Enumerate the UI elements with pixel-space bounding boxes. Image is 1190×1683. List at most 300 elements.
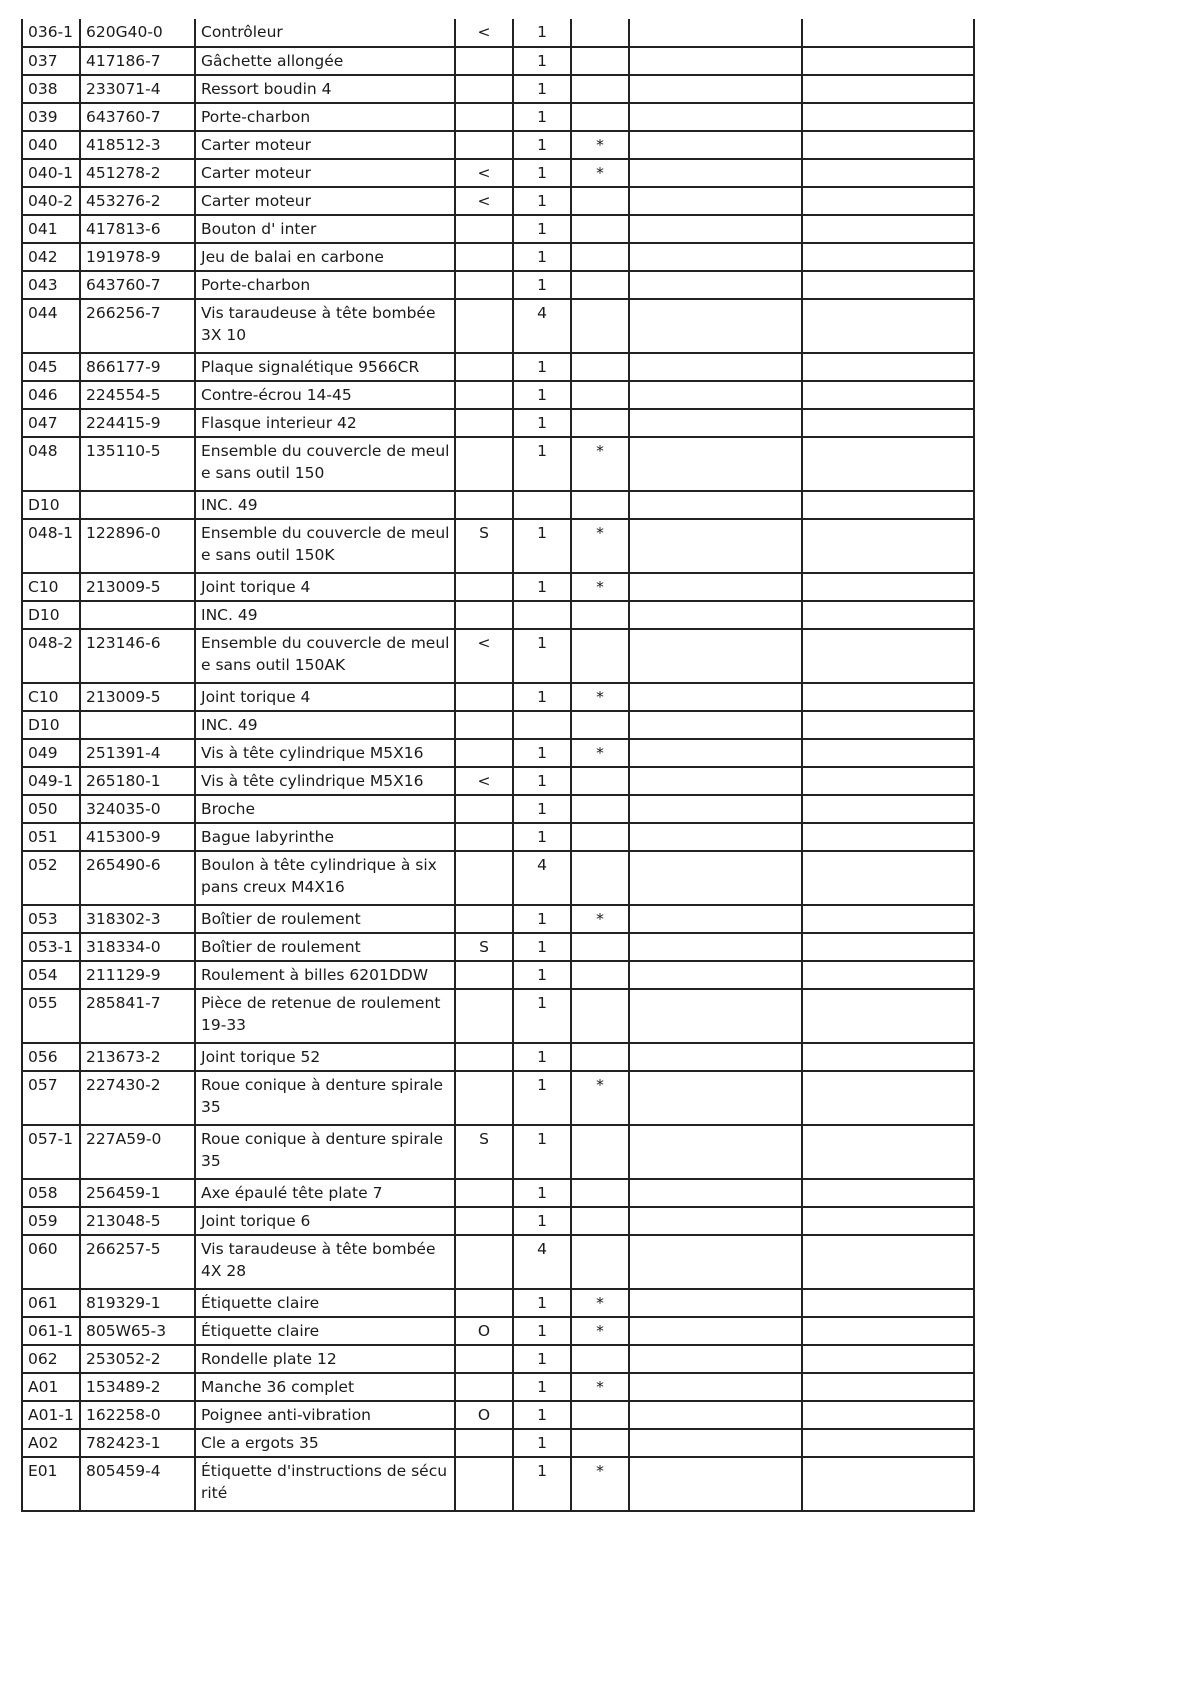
quantity-cell: 1 bbox=[513, 1125, 571, 1179]
quantity-cell: 1 bbox=[513, 409, 571, 437]
item-number-cell: C10 bbox=[22, 573, 80, 601]
mark-cell bbox=[571, 75, 629, 103]
flag-cell bbox=[455, 711, 513, 739]
blank-cell-a bbox=[629, 1125, 802, 1179]
flag-cell bbox=[455, 851, 513, 905]
blank-cell-b bbox=[802, 1429, 974, 1457]
description-cell: Roulement à billes 6201DDW bbox=[195, 961, 455, 989]
mark-cell: * bbox=[571, 739, 629, 767]
blank-cell-b bbox=[802, 519, 974, 573]
item-number-cell: 040-1 bbox=[22, 159, 80, 187]
mark-cell bbox=[571, 1345, 629, 1373]
blank-cell-b bbox=[802, 1207, 974, 1235]
flag-cell: S bbox=[455, 519, 513, 573]
blank-cell-a bbox=[629, 1457, 802, 1511]
part-code-cell: 224554-5 bbox=[80, 381, 195, 409]
mark-cell bbox=[571, 711, 629, 739]
quantity-cell: 1 bbox=[513, 683, 571, 711]
flag-cell bbox=[455, 683, 513, 711]
blank-cell-b bbox=[802, 739, 974, 767]
blank-cell-b bbox=[802, 215, 974, 243]
description-cell: Vis taraudeuse à tête bombée 4X 28 bbox=[195, 1235, 455, 1289]
flag-cell: O bbox=[455, 1317, 513, 1345]
item-number-cell: 039 bbox=[22, 103, 80, 131]
blank-cell-b bbox=[802, 131, 974, 159]
flag-cell bbox=[455, 215, 513, 243]
item-number-cell: 037 bbox=[22, 47, 80, 75]
part-code-cell: 782423-1 bbox=[80, 1429, 195, 1457]
blank-cell-a bbox=[629, 905, 802, 933]
mark-cell bbox=[571, 767, 629, 795]
blank-cell-a bbox=[629, 243, 802, 271]
part-code-cell: 211129-9 bbox=[80, 961, 195, 989]
part-code-cell: 866177-9 bbox=[80, 353, 195, 381]
item-number-cell: 048-2 bbox=[22, 629, 80, 683]
description-cell: Boîtier de roulement bbox=[195, 933, 455, 961]
flag-cell: S bbox=[455, 1125, 513, 1179]
mark-cell bbox=[571, 629, 629, 683]
table-row bbox=[22, 1401, 974, 1429]
flag-cell bbox=[455, 1289, 513, 1317]
item-number-cell: 057-1 bbox=[22, 1125, 80, 1179]
table-row bbox=[22, 933, 974, 961]
parts-table bbox=[21, 19, 975, 1512]
mark-cell bbox=[571, 19, 629, 47]
part-code-cell: 265180-1 bbox=[80, 767, 195, 795]
quantity-cell: 1 bbox=[513, 437, 571, 491]
description-cell: Ressort boudin 4 bbox=[195, 75, 455, 103]
mark-cell bbox=[571, 47, 629, 75]
quantity-cell: 1 bbox=[513, 1207, 571, 1235]
table-row bbox=[22, 437, 974, 491]
blank-cell-b bbox=[802, 683, 974, 711]
description-cell: Cle a ergots 35 bbox=[195, 1429, 455, 1457]
quantity-cell: 1 bbox=[513, 961, 571, 989]
mark-cell bbox=[571, 353, 629, 381]
blank-cell-b bbox=[802, 243, 974, 271]
flag-cell: O bbox=[455, 1401, 513, 1429]
item-number-cell: 054 bbox=[22, 961, 80, 989]
description-cell: Roue conique à denture spirale 35 bbox=[195, 1125, 455, 1179]
description-cell: Roue conique à denture spirale 35 bbox=[195, 1071, 455, 1125]
mark-cell bbox=[571, 103, 629, 131]
blank-cell-b bbox=[802, 491, 974, 519]
flag-cell bbox=[455, 381, 513, 409]
item-number-cell: 048 bbox=[22, 437, 80, 491]
description-cell: INC. 49 bbox=[195, 601, 455, 629]
item-number-cell: 059 bbox=[22, 1207, 80, 1235]
parts-list-sheet bbox=[21, 19, 975, 1512]
blank-cell-a bbox=[629, 823, 802, 851]
description-cell: Joint torique 4 bbox=[195, 683, 455, 711]
flag-cell bbox=[455, 1043, 513, 1071]
blank-cell-b bbox=[802, 573, 974, 601]
blank-cell-b bbox=[802, 1345, 974, 1373]
part-code-cell: 643760-7 bbox=[80, 103, 195, 131]
part-code-cell: 266257-5 bbox=[80, 1235, 195, 1289]
table-row bbox=[22, 75, 974, 103]
quantity-cell: 4 bbox=[513, 851, 571, 905]
item-number-cell: 058 bbox=[22, 1179, 80, 1207]
item-number-cell: A02 bbox=[22, 1429, 80, 1457]
flag-cell bbox=[455, 409, 513, 437]
item-number-cell: 049-1 bbox=[22, 767, 80, 795]
item-number-cell: 056 bbox=[22, 1043, 80, 1071]
part-code-cell: 162258-0 bbox=[80, 1401, 195, 1429]
blank-cell-a bbox=[629, 1289, 802, 1317]
flag-cell bbox=[455, 1235, 513, 1289]
part-code-cell: 318334-0 bbox=[80, 933, 195, 961]
blank-cell-b bbox=[802, 1457, 974, 1511]
description-cell: Joint torique 6 bbox=[195, 1207, 455, 1235]
mark-cell bbox=[571, 187, 629, 215]
description-cell: Ensemble du couvercle de meule sans outil 150 bbox=[195, 437, 455, 491]
blank-cell-b bbox=[802, 989, 974, 1043]
part-code-cell: 251391-4 bbox=[80, 739, 195, 767]
flag-cell bbox=[455, 437, 513, 491]
mark-cell bbox=[571, 961, 629, 989]
quantity-cell: 1 bbox=[513, 1179, 571, 1207]
blank-cell-a bbox=[629, 215, 802, 243]
quantity-cell: 1 bbox=[513, 739, 571, 767]
mark-cell bbox=[571, 601, 629, 629]
quantity-cell bbox=[513, 601, 571, 629]
part-code-cell bbox=[80, 491, 195, 519]
blank-cell-a bbox=[629, 437, 802, 491]
part-code-cell: 643760-7 bbox=[80, 271, 195, 299]
item-number-cell: A01 bbox=[22, 1373, 80, 1401]
quantity-cell: 1 bbox=[513, 103, 571, 131]
mark-cell bbox=[571, 933, 629, 961]
table-row bbox=[22, 1429, 974, 1457]
flag-cell: < bbox=[455, 187, 513, 215]
description-cell: Vis à tête cylindrique M5X16 bbox=[195, 767, 455, 795]
table-row bbox=[22, 905, 974, 933]
mark-cell bbox=[571, 1401, 629, 1429]
item-number-cell: 062 bbox=[22, 1345, 80, 1373]
quantity-cell: 1 bbox=[513, 1317, 571, 1345]
quantity-cell: 1 bbox=[513, 989, 571, 1043]
item-number-cell: 041 bbox=[22, 215, 80, 243]
description-cell: Bouton d' inter bbox=[195, 215, 455, 243]
table-row bbox=[22, 131, 974, 159]
table-row bbox=[22, 1289, 974, 1317]
flag-cell bbox=[455, 1207, 513, 1235]
quantity-cell: 1 bbox=[513, 187, 571, 215]
description-cell: Joint torique 4 bbox=[195, 573, 455, 601]
blank-cell-a bbox=[629, 851, 802, 905]
blank-cell-a bbox=[629, 1317, 802, 1345]
quantity-cell: 1 bbox=[513, 1071, 571, 1125]
blank-cell-a bbox=[629, 933, 802, 961]
item-number-cell: D10 bbox=[22, 491, 80, 519]
description-cell: Poignee anti-vibration bbox=[195, 1401, 455, 1429]
table-row bbox=[22, 47, 974, 75]
description-cell: Boîtier de roulement bbox=[195, 905, 455, 933]
mark-cell bbox=[571, 491, 629, 519]
mark-cell bbox=[571, 409, 629, 437]
blank-cell-b bbox=[802, 601, 974, 629]
description-cell: Carter moteur bbox=[195, 159, 455, 187]
description-cell: Carter moteur bbox=[195, 187, 455, 215]
flag-cell bbox=[455, 353, 513, 381]
table-row bbox=[22, 409, 974, 437]
description-cell: Manche 36 complet bbox=[195, 1373, 455, 1401]
item-number-cell: 050 bbox=[22, 795, 80, 823]
mark-cell bbox=[571, 851, 629, 905]
item-number-cell: 051 bbox=[22, 823, 80, 851]
mark-cell bbox=[571, 1429, 629, 1457]
flag-cell: < bbox=[455, 19, 513, 47]
flag-cell bbox=[455, 739, 513, 767]
table-row bbox=[22, 1317, 974, 1345]
quantity-cell: 1 bbox=[513, 767, 571, 795]
part-code-cell: 153489-2 bbox=[80, 1373, 195, 1401]
quantity-cell: 1 bbox=[513, 629, 571, 683]
table-row bbox=[22, 103, 974, 131]
table-row bbox=[22, 1125, 974, 1179]
blank-cell-b bbox=[802, 381, 974, 409]
item-number-cell: D10 bbox=[22, 711, 80, 739]
blank-cell-b bbox=[802, 187, 974, 215]
quantity-cell: 1 bbox=[513, 1401, 571, 1429]
blank-cell-b bbox=[802, 961, 974, 989]
flag-cell bbox=[455, 823, 513, 851]
mark-cell: * bbox=[571, 437, 629, 491]
blank-cell-a bbox=[629, 1401, 802, 1429]
part-code-cell: 453276-2 bbox=[80, 187, 195, 215]
blank-cell-b bbox=[802, 795, 974, 823]
blank-cell-b bbox=[802, 409, 974, 437]
part-code-cell: 805W65-3 bbox=[80, 1317, 195, 1345]
item-number-cell: 046 bbox=[22, 381, 80, 409]
blank-cell-b bbox=[802, 1401, 974, 1429]
blank-cell-a bbox=[629, 711, 802, 739]
part-code-cell: 324035-0 bbox=[80, 795, 195, 823]
quantity-cell: 1 bbox=[513, 573, 571, 601]
quantity-cell bbox=[513, 491, 571, 519]
flag-cell bbox=[455, 491, 513, 519]
mark-cell: * bbox=[571, 1071, 629, 1125]
item-number-cell: 052 bbox=[22, 851, 80, 905]
blank-cell-a bbox=[629, 519, 802, 573]
flag-cell bbox=[455, 271, 513, 299]
flag-cell bbox=[455, 1345, 513, 1373]
blank-cell-a bbox=[629, 381, 802, 409]
description-cell: Boulon à tête cylindrique à six pans creux M4X16 bbox=[195, 851, 455, 905]
blank-cell-a bbox=[629, 19, 802, 47]
blank-cell-b bbox=[802, 159, 974, 187]
blank-cell-b bbox=[802, 851, 974, 905]
item-number-cell: 038 bbox=[22, 75, 80, 103]
item-number-cell: 057 bbox=[22, 1071, 80, 1125]
blank-cell-a bbox=[629, 989, 802, 1043]
blank-cell-b bbox=[802, 19, 974, 47]
blank-cell-a bbox=[629, 271, 802, 299]
quantity-cell: 1 bbox=[513, 823, 571, 851]
description-cell: Porte-charbon bbox=[195, 103, 455, 131]
table-row bbox=[22, 381, 974, 409]
quantity-cell: 1 bbox=[513, 1043, 571, 1071]
description-cell: Jeu de balai en carbone bbox=[195, 243, 455, 271]
blank-cell-a bbox=[629, 409, 802, 437]
part-code-cell: 620G40-0 bbox=[80, 19, 195, 47]
blank-cell-a bbox=[629, 353, 802, 381]
item-number-cell: 053 bbox=[22, 905, 80, 933]
table-row bbox=[22, 1373, 974, 1401]
item-number-cell: D10 bbox=[22, 601, 80, 629]
quantity-cell: 1 bbox=[513, 215, 571, 243]
part-code-cell: 265490-6 bbox=[80, 851, 195, 905]
mark-cell bbox=[571, 243, 629, 271]
blank-cell-b bbox=[802, 629, 974, 683]
table-row bbox=[22, 961, 974, 989]
table-row bbox=[22, 271, 974, 299]
mark-cell bbox=[571, 1235, 629, 1289]
quantity-cell: 1 bbox=[513, 353, 571, 381]
blank-cell-a bbox=[629, 1179, 802, 1207]
flag-cell bbox=[455, 131, 513, 159]
blank-cell-a bbox=[629, 795, 802, 823]
blank-cell-b bbox=[802, 75, 974, 103]
blank-cell-b bbox=[802, 299, 974, 353]
flag-cell: < bbox=[455, 767, 513, 795]
table-row bbox=[22, 215, 974, 243]
part-code-cell: 191978-9 bbox=[80, 243, 195, 271]
blank-cell-b bbox=[802, 1071, 974, 1125]
mark-cell bbox=[571, 1179, 629, 1207]
part-code-cell: 227A59-0 bbox=[80, 1125, 195, 1179]
table-row bbox=[22, 823, 974, 851]
blank-cell-b bbox=[802, 905, 974, 933]
flag-cell bbox=[455, 1071, 513, 1125]
item-number-cell: A01-1 bbox=[22, 1401, 80, 1429]
part-code-cell: 266256-7 bbox=[80, 299, 195, 353]
blank-cell-b bbox=[802, 1125, 974, 1179]
flag-cell bbox=[455, 573, 513, 601]
quantity-cell: 1 bbox=[513, 381, 571, 409]
part-code-cell: 122896-0 bbox=[80, 519, 195, 573]
blank-cell-a bbox=[629, 629, 802, 683]
item-number-cell: 053-1 bbox=[22, 933, 80, 961]
table-row bbox=[22, 1071, 974, 1125]
blank-cell-a bbox=[629, 1345, 802, 1373]
mark-cell bbox=[571, 823, 629, 851]
table-row bbox=[22, 711, 974, 739]
table-row bbox=[22, 1207, 974, 1235]
part-code-cell: 819329-1 bbox=[80, 1289, 195, 1317]
part-code-cell: 233071-4 bbox=[80, 75, 195, 103]
quantity-cell: 1 bbox=[513, 519, 571, 573]
part-code-cell: 123146-6 bbox=[80, 629, 195, 683]
mark-cell bbox=[571, 1125, 629, 1179]
item-number-cell: 061-1 bbox=[22, 1317, 80, 1345]
mark-cell: * bbox=[571, 519, 629, 573]
blank-cell-b bbox=[802, 271, 974, 299]
description-cell: Étiquette claire bbox=[195, 1289, 455, 1317]
table-row bbox=[22, 1457, 974, 1511]
mark-cell: * bbox=[571, 159, 629, 187]
part-code-cell: 805459-4 bbox=[80, 1457, 195, 1511]
mark-cell: * bbox=[571, 131, 629, 159]
blank-cell-a bbox=[629, 739, 802, 767]
mark-cell: * bbox=[571, 1289, 629, 1317]
description-cell: Ensemble du couvercle de meule sans outil 150K bbox=[195, 519, 455, 573]
table-row bbox=[22, 573, 974, 601]
quantity-cell: 1 bbox=[513, 131, 571, 159]
item-number-cell: 043 bbox=[22, 271, 80, 299]
blank-cell-b bbox=[802, 1317, 974, 1345]
table-row bbox=[22, 159, 974, 187]
table-row bbox=[22, 1345, 974, 1373]
table-row bbox=[22, 767, 974, 795]
flag-cell bbox=[455, 1373, 513, 1401]
mark-cell: * bbox=[571, 1373, 629, 1401]
part-code-cell: 224415-9 bbox=[80, 409, 195, 437]
blank-cell-b bbox=[802, 1179, 974, 1207]
blank-cell-a bbox=[629, 1373, 802, 1401]
blank-cell-b bbox=[802, 103, 974, 131]
part-code-cell: 417186-7 bbox=[80, 47, 195, 75]
part-code-cell bbox=[80, 601, 195, 629]
item-number-cell: 061 bbox=[22, 1289, 80, 1317]
quantity-cell bbox=[513, 711, 571, 739]
flag-cell bbox=[455, 1457, 513, 1511]
flag-cell bbox=[455, 299, 513, 353]
mark-cell bbox=[571, 215, 629, 243]
blank-cell-b bbox=[802, 711, 974, 739]
part-code-cell: 213048-5 bbox=[80, 1207, 195, 1235]
blank-cell-a bbox=[629, 131, 802, 159]
blank-cell-a bbox=[629, 75, 802, 103]
mark-cell bbox=[571, 1207, 629, 1235]
part-code-cell: 135110-5 bbox=[80, 437, 195, 491]
description-cell: Gâchette allongée bbox=[195, 47, 455, 75]
table-row bbox=[22, 683, 974, 711]
mark-cell: * bbox=[571, 905, 629, 933]
blank-cell-b bbox=[802, 1289, 974, 1317]
part-code-cell: 256459-1 bbox=[80, 1179, 195, 1207]
table-row bbox=[22, 795, 974, 823]
blank-cell-a bbox=[629, 1235, 802, 1289]
part-code-cell: 213009-5 bbox=[80, 683, 195, 711]
table-row bbox=[22, 187, 974, 215]
flag-cell bbox=[455, 103, 513, 131]
description-cell: Flasque interieur 42 bbox=[195, 409, 455, 437]
item-number-cell: 055 bbox=[22, 989, 80, 1043]
item-number-cell: 042 bbox=[22, 243, 80, 271]
description-cell: Vis à tête cylindrique M5X16 bbox=[195, 739, 455, 767]
blank-cell-b bbox=[802, 823, 974, 851]
quantity-cell: 1 bbox=[513, 243, 571, 271]
quantity-cell: 1 bbox=[513, 1289, 571, 1317]
quantity-cell: 1 bbox=[513, 905, 571, 933]
table-row bbox=[22, 491, 974, 519]
quantity-cell: 1 bbox=[513, 1345, 571, 1373]
table-row bbox=[22, 1235, 974, 1289]
blank-cell-a bbox=[629, 683, 802, 711]
blank-cell-a bbox=[629, 961, 802, 989]
mark-cell bbox=[571, 299, 629, 353]
description-cell: Pièce de retenue de roulement 19-33 bbox=[195, 989, 455, 1043]
description-cell: Étiquette claire bbox=[195, 1317, 455, 1345]
quantity-cell: 1 bbox=[513, 933, 571, 961]
blank-cell-a bbox=[629, 601, 802, 629]
mark-cell bbox=[571, 795, 629, 823]
part-code-cell: 415300-9 bbox=[80, 823, 195, 851]
item-number-cell: C10 bbox=[22, 683, 80, 711]
flag-cell bbox=[455, 795, 513, 823]
